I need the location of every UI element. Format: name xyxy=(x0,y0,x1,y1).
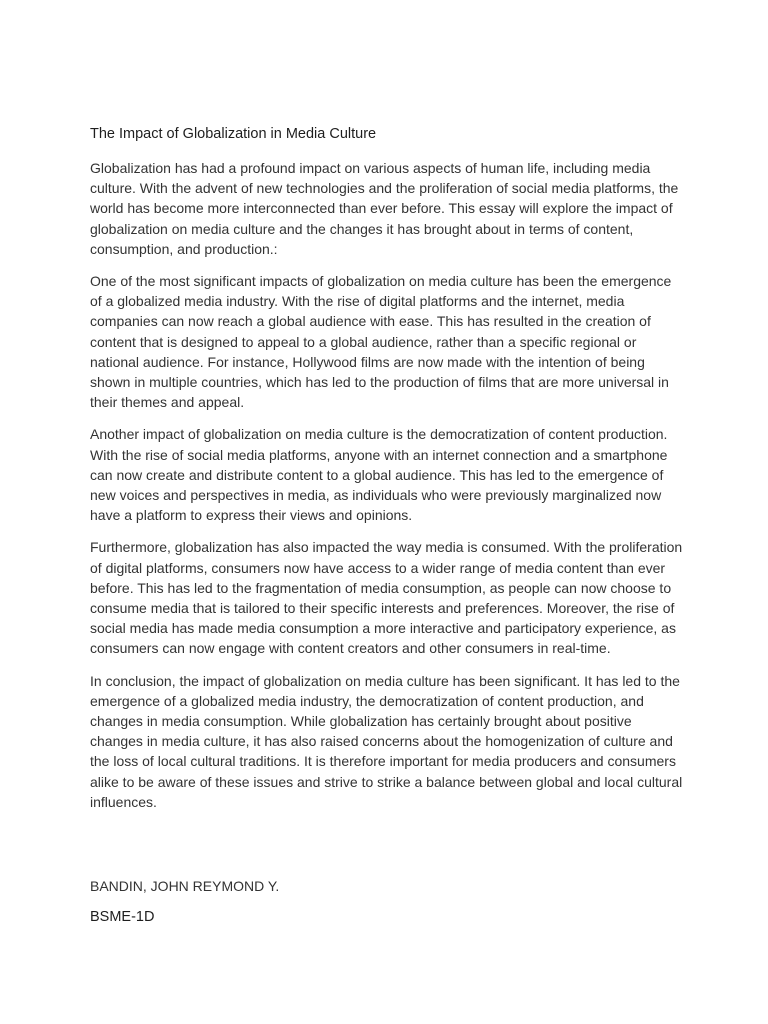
paragraph-democratization: Another impact of globalization on media culture is the democratization of content production. With the rise of social media platforms, anyone with an internet connection and a smartphone can now create and distribute content to a global audience. This has led to the emergence of new voices and perspectives in media, as individuals who were previously marginalized now have a platform to express their views and opinions. xyxy=(90,426,668,524)
paragraph-globalized-industry: One of the most significant impacts of globalization on media culture has been the emergence of a globalized media industry. With the rise of digital platforms and the internet, media companies can now reach a global audience with ease. This has resulted in the creation of content that is designed to appeal to a global audience, rather than a specific regional or national audience. For instance, Hollywood films are now made with the intention of being shown in multiple countries, which has led to the production of films that are more universal in their themes and appeal. xyxy=(90,273,672,411)
author-name: BANDIN, JOHN REYMOND Y. xyxy=(90,878,280,894)
class-section: BSME-1D xyxy=(90,909,155,925)
document-title: The Impact of Globalization in Media Culture xyxy=(90,126,377,142)
paragraph-conclusion: In conclusion, the impact of globalization on media culture has been significant. It has led to the emergence of a globalized media industry, the democratization of content production, and changes in media consumption. While globalization has certainly brought about positive changes in media culture, it has also raised concerns about the homogenization of culture and the loss of local cultural traditions. It is therefore important for media producers and consumers alike to be aware of these issues and strive to strike a balance between global and local cultural influences. xyxy=(90,672,683,810)
paragraph-introduction: Globalization has had a profound impact on various aspects of human life, including media culture. With the advent of new technologies and the proliferation of social media platforms, the world has become more interconnected than ever before. This essay will explore the impact of globalization on media culture and the changes it has brought about in terms of content, consumption, and production.: xyxy=(90,160,679,257)
document-body xyxy=(90,124,685,824)
paragraph-consumption: Furthermore, globalization has also impacted the way media is consumed. With the proliferation of digital platforms, consumers now have access to a wider range of media content than ever before. This has led to the fragmentation of media consumption, as people can now choose to consume media that is tailored to their specific interests and preferences. Moreover, the rise of social media has made media consumption a more interactive and participatory experience, as consumers can now engage with content creators and other consumers in real-time. xyxy=(90,539,683,657)
